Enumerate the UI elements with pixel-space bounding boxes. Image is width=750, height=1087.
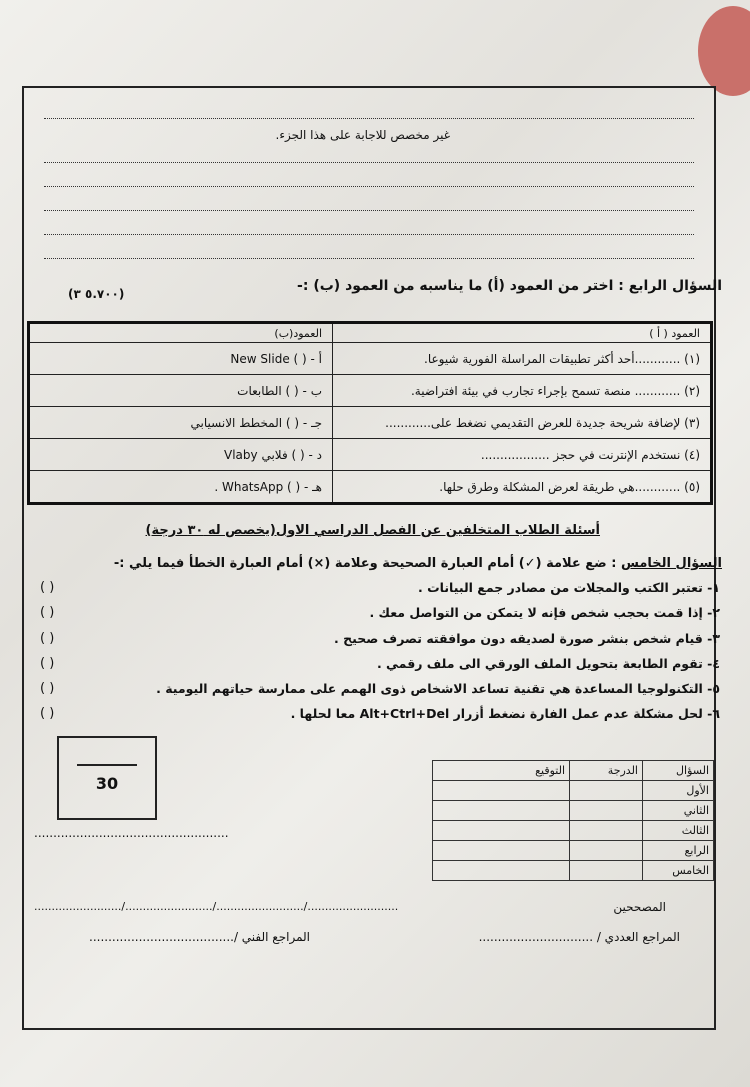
row-label: الثالث: [643, 821, 714, 841]
row-label: الثاني: [643, 801, 714, 821]
question4-title: السؤال الرابع : اختر من العمود (أ) ما يناسبه من العمود (ب) :-: [297, 278, 722, 294]
row-label: الأول: [643, 781, 714, 801]
statement-item: ١- تعتبر الكتب والمجلات من مصادر جمع البيانات .: [418, 580, 720, 595]
correctors-blanks: ........................./........................./........................./..........................: [34, 900, 399, 913]
score-divider: [77, 764, 137, 766]
table-row: [29, 343, 712, 375]
answer-paren[interactable]: ( ): [40, 631, 55, 646]
signature-cell[interactable]: [433, 861, 570, 881]
signature-cell[interactable]: [433, 801, 570, 821]
question5-instructions: : ضع علامة (✓) أمام العبارة الصحيحة وعلامة (×) أمام العبارة الخطأ فيما يلي :-: [113, 556, 617, 571]
dotted-line: [44, 210, 694, 211]
table-row: [433, 801, 714, 821]
col-a-cell: (٥) ............هي طريقة لعرض المشكلة وطرق حلها.: [333, 471, 712, 504]
answer-paren[interactable]: ( ): [40, 681, 55, 696]
col-b-cell: أ - ( ) New Slide: [29, 343, 333, 375]
question5-label: السؤال الخامس: [621, 556, 722, 571]
table-header-row: [433, 761, 714, 781]
statement-item: ٣- قيام شخص بنشر صورة لصديقه دون موافقته تصرف صحيح .: [334, 631, 720, 646]
signature-cell[interactable]: [433, 841, 570, 861]
col-a-cell: (٢) ............ منصة تسمح بإجراء تجارب في بيئة افتراضية.: [333, 375, 712, 407]
answer-paren[interactable]: ( ): [40, 580, 55, 595]
dotted-line: [44, 118, 694, 119]
col-a-cell: (٣) لإضافة شريحة جديدة للعرض التقديمي نضغط على............: [333, 407, 712, 439]
statement-item: ٤- تقوم الطابعة بتحويل الملف الورقي الى ملف رقمي .: [376, 656, 720, 671]
numeric-reviewer: المراجع العددي / ..............................: [478, 930, 680, 944]
col-b-cell: هـ - ( ) WhatsApp .: [29, 471, 333, 504]
score-total: 30: [95, 774, 119, 793]
dotted-line: [44, 162, 694, 163]
grade-cell[interactable]: [570, 861, 643, 881]
correctors-label: المصححين: [613, 900, 666, 914]
row-label: الرابع: [643, 841, 714, 861]
table-row: [433, 841, 714, 861]
col-b-cell: ب - ( ) الطابعات: [29, 375, 333, 407]
answer-paren[interactable]: ( ): [40, 605, 55, 620]
answer-paren[interactable]: ( ): [40, 656, 55, 671]
statement-item: ٦- لحل مشكلة عدم عمل الفارة نضغط أزرار Alt+Ctrl+Del معا لحلها .: [290, 706, 720, 721]
dotted-line: [44, 186, 694, 187]
left-blank-line: ...................................................: [34, 826, 229, 840]
col-b-header: العمود(ب): [29, 323, 333, 343]
statement-item: ٥- التكنولوجيا المساعدة هي تقنية تساعد الاشخاص ذوى الهمم على ممارسة حياتهم اليومية .: [156, 681, 720, 696]
statement-item: ٢- إذا قمت بحجب شخص فإنه لا يتمكن من التواصل معك .: [369, 605, 720, 620]
header-cell: التوقيع: [433, 761, 570, 781]
score-box: [57, 736, 157, 820]
table-row: [433, 781, 714, 801]
table-row: [433, 861, 714, 881]
signature-cell[interactable]: [433, 821, 570, 841]
row-label: الخامس: [643, 861, 714, 881]
question5-title: [114, 556, 722, 571]
grades-table: [432, 760, 714, 881]
grade-cell[interactable]: [570, 781, 643, 801]
question4-marks: (٥.٧٠٠ ٣): [68, 287, 125, 301]
dotted-line: [44, 234, 694, 235]
table-row: [29, 407, 712, 439]
col-a-cell: (١) ............أحد أكثر تطبيقات المراسلة الفورية شيوعا.: [333, 343, 712, 375]
late-students-note: أسئلة الطلاب المتخلفين عن الفصل الدراسي الاول(يخصص له ٣٠ درجة): [145, 523, 600, 538]
matching-table: [27, 321, 713, 505]
answer-paren[interactable]: ( ): [40, 706, 55, 721]
header-cell: الدرجة: [570, 761, 643, 781]
table-row: [29, 375, 712, 407]
header-note: غير مخصص للاجابة على هذا الجزء.: [275, 128, 450, 142]
grade-cell[interactable]: [570, 841, 643, 861]
grade-cell[interactable]: [570, 821, 643, 841]
table-row: [29, 471, 712, 504]
col-b-cell: د - ( ) فلابي Vlaby: [29, 439, 333, 471]
col-a-header: العمود ( أ ): [333, 323, 712, 343]
signature-cell[interactable]: [433, 781, 570, 801]
col-a-cell: (٤) نستخدم الإنترنت في حجز ..................: [333, 439, 712, 471]
technical-reviewer: المراجع الفني /......................................: [89, 930, 310, 944]
col-b-cell: جـ - ( ) المخطط الانسيابي: [29, 407, 333, 439]
table-row: [29, 439, 712, 471]
grade-cell[interactable]: [570, 801, 643, 821]
finger-photo-artifact: [698, 6, 750, 96]
dotted-line: [44, 258, 694, 259]
table-row: [433, 821, 714, 841]
header-cell: السؤال: [643, 761, 714, 781]
